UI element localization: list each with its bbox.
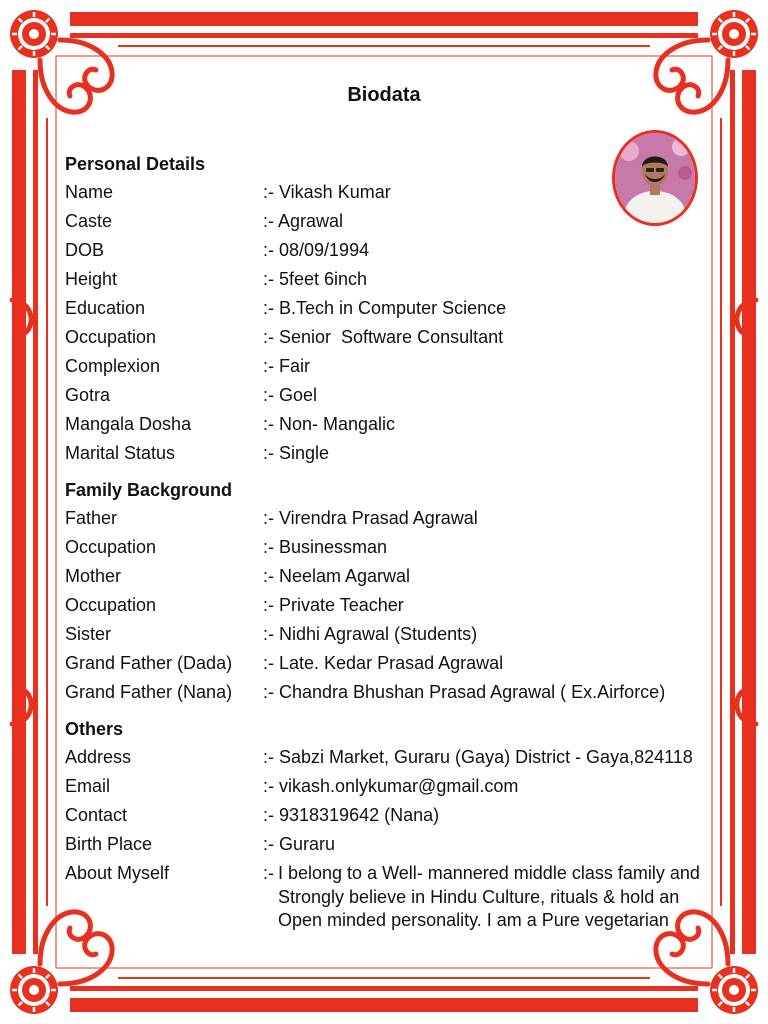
about-myself-separator: :- (263, 863, 274, 883)
detail-value: :- 08/09/1994 (263, 240, 370, 260)
detail-value: :- Agrawal (263, 211, 344, 231)
detail-row (65, 265, 715, 294)
personal-details-heading: Personal Details (65, 154, 206, 174)
detail-row (65, 439, 715, 468)
detail-label: Father (65, 508, 118, 528)
detail-value: :- Chandra Bhushan Prasad Agrawal ( Ex.Airforce) (263, 682, 666, 702)
detail-label: Contact (65, 805, 128, 825)
detail-value: :- Late. Kedar Prasad Agrawal (263, 653, 504, 673)
others-section (65, 715, 715, 931)
detail-row (65, 207, 715, 236)
detail-value: :- Non- Mangalic (263, 414, 396, 434)
detail-row (65, 591, 715, 620)
detail-value: :- 5feet 6inch (263, 269, 368, 289)
detail-label: Address (65, 747, 132, 767)
detail-row (65, 294, 715, 323)
detail-label: Occupation (65, 595, 157, 615)
detail-row (65, 533, 715, 562)
detail-row (65, 410, 715, 439)
detail-label: Mother (65, 566, 122, 586)
detail-label: Grand Father (Nana) (65, 682, 233, 702)
detail-row (65, 178, 715, 207)
personal-details-section (65, 150, 715, 468)
family-background-heading: Family Background (65, 480, 233, 500)
detail-row (65, 323, 715, 352)
detail-row (65, 381, 715, 410)
detail-label: Mangala Dosha (65, 414, 192, 434)
detail-row (65, 678, 715, 707)
detail-value: :- Nidhi Agrawal (Students) (263, 624, 478, 644)
detail-value: :- Vikash Kumar (263, 182, 391, 202)
family-background-section (65, 476, 715, 707)
detail-row (65, 772, 715, 801)
detail-value: :- Goel (263, 385, 318, 405)
detail-label: Height (65, 269, 118, 289)
detail-row (65, 504, 715, 533)
detail-row (65, 801, 715, 830)
detail-value: :- Virendra Prasad Agrawal (263, 508, 478, 528)
detail-label: Name (65, 182, 114, 202)
detail-value: :- Sabzi Market, Guraru (Gaya) District - Gaya,824118 (263, 747, 693, 767)
detail-value: :- Senior Software Consultant (263, 327, 504, 347)
page-title: Biodata (347, 84, 421, 106)
detail-value: :- Single (263, 443, 330, 463)
detail-row (65, 743, 715, 772)
others-heading: Others (65, 719, 124, 739)
about-myself-label: About Myself (65, 863, 170, 883)
detail-value: :- Guraru (263, 834, 336, 854)
detail-row (65, 620, 715, 649)
detail-value: :- Fair (263, 356, 310, 376)
email-value: :- vikash.onlykumar@gmail.com (263, 776, 519, 796)
detail-label: Occupation (65, 537, 157, 557)
detail-row (65, 562, 715, 591)
detail-label: Education (65, 298, 146, 318)
detail-label: Caste (65, 211, 113, 231)
detail-value: :- Private Teacher (263, 595, 404, 615)
detail-label: Occupation (65, 327, 157, 347)
detail-row (65, 830, 715, 859)
detail-label: Grand Father (Dada) (65, 653, 233, 673)
detail-row (65, 649, 715, 678)
contact-value: :- 9318319642 (Nana) (263, 805, 440, 825)
detail-label: Gotra (65, 385, 111, 405)
about-myself-row (65, 859, 715, 931)
detail-label: DOB (65, 240, 105, 260)
detail-row (65, 236, 715, 265)
detail-value: :- Businessman (263, 537, 388, 557)
detail-label: Sister (65, 624, 112, 644)
detail-label: Marital Status (65, 443, 176, 463)
detail-label: Birth Place (65, 834, 153, 854)
detail-row (65, 352, 715, 381)
detail-value: :- Neelam Agarwal (263, 566, 411, 586)
detail-label: Complexion (65, 356, 161, 376)
detail-value: :- B.Tech in Computer Science (263, 298, 507, 318)
detail-label: Email (65, 776, 111, 796)
about-myself-text: I belong to a Well- mannered middle class family and Strongly believe in Hindu Culture, rituals & hold an Open minded personality. I am a Pure vegetarian (278, 863, 700, 930)
